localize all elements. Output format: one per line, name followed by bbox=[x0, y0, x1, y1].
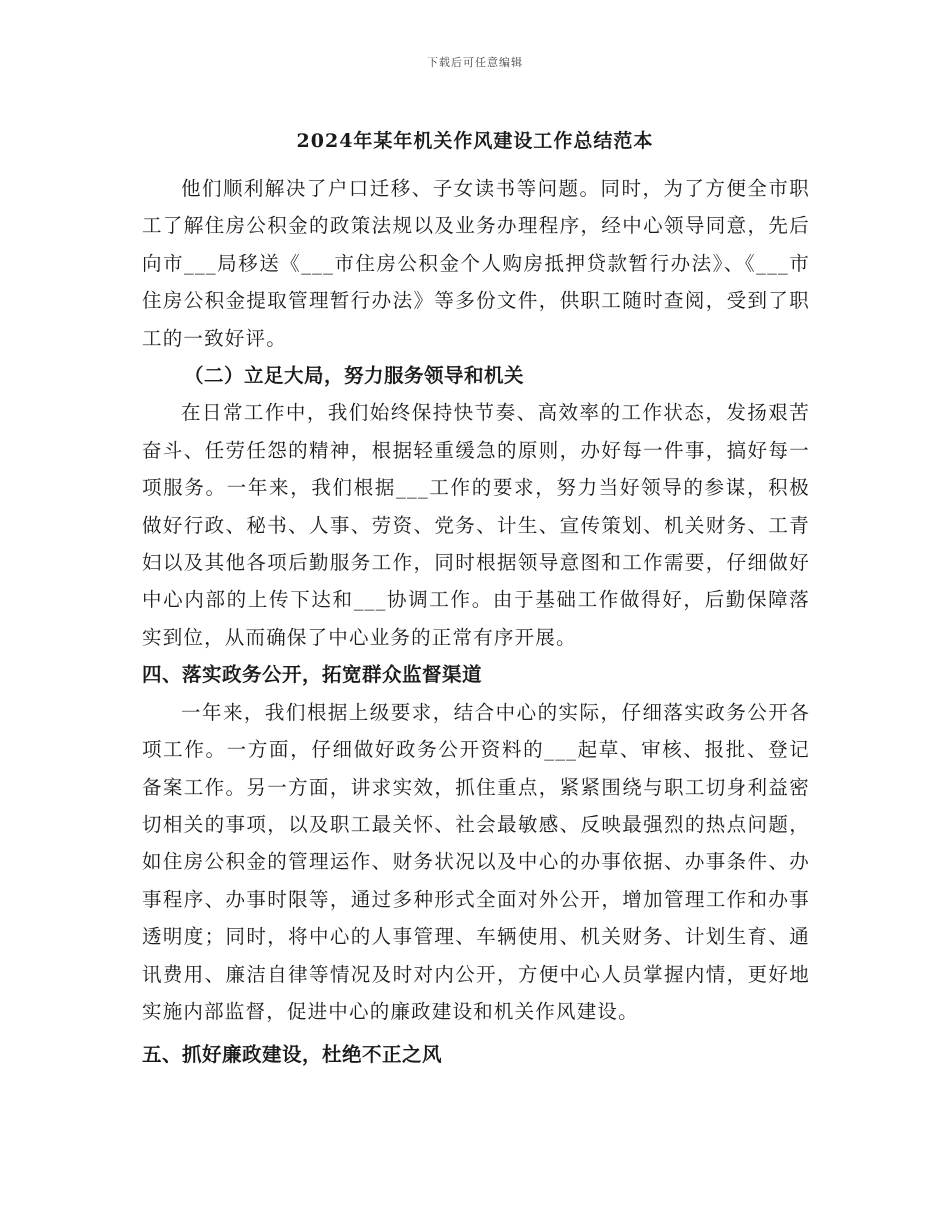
paragraph: 他们顺利解决了户口迁移、子女读书等问题。同时，为了方便全市职工了解住房公积金的政策法规以及业务办理程序，经中心领导同意，先后向市___局移送《___市住房公积金个人购房抵押贷款暂行办法》、《___市住房公积金提取管理暂行办法》等多份文件，供职工随时查阅，受到了职工的一致好评。 bbox=[142, 177, 810, 350]
paragraph: 一年来，我们根据上级要求，结合中心的实际，仔细落实政务公开各项工作。一方面，仔细做好政务公开资料的___起草、审核、报批、登记备案工作。另一方面，讲求实效，抓住重点，紧紧围绕与职工切身利益密切相关的事项，以及职工最关怀、社会最敏感、反映最强烈的热点问题，如住房公积金的管理运作、财务状况以及中心的办事依据、办事条件、办事程序、办事时限等，通过多种形式全面对外公开，增加管理工作和办事透明度；同时，将中心的人事管理、车辆使用、机关财务、计划生育、通讯费用、廉洁自律等情况及时对内公开，方便中心人员掌握内情，更好地实施内部监督，促进中心的廉政建设和机关作风建设。 bbox=[142, 700, 810, 1023]
document-body bbox=[142, 170, 810, 1074]
section-heading: 五、抓好廉政建设，杜绝不正之风 bbox=[142, 1043, 443, 1067]
section-heading: （二）立足大局，努力服务领导和机关 bbox=[184, 364, 525, 388]
header-note: 下载后可任意编辑 bbox=[427, 56, 523, 69]
paragraph: 在日常工作中，我们始终保持快节奏、高效率的工作状态，发扬艰苦奋斗、任劳任怨的精神，根据轻重缓急的原则，办好每一件事，搞好每一项服务。一年来，我们根据___工作的要求，努力当好领导的参谋，积极做好行政、秘书、人事、劳资、党务、计生、宣传策划、机关财务、工青妇以及其他各项后勤服务工作，同时根据领导意图和工作需要，仔细做好中心内部的上传下达和___协调工作。由于基础工作做得好，后勤保障落实到位，从而确保了中心业务的正常有序开展。 bbox=[142, 401, 810, 649]
section-heading: 四、落实政务公开，拓宽群众监督渠道 bbox=[142, 663, 483, 687]
document-title: 2024年某年机关作风建设工作总结范本 bbox=[296, 130, 654, 152]
